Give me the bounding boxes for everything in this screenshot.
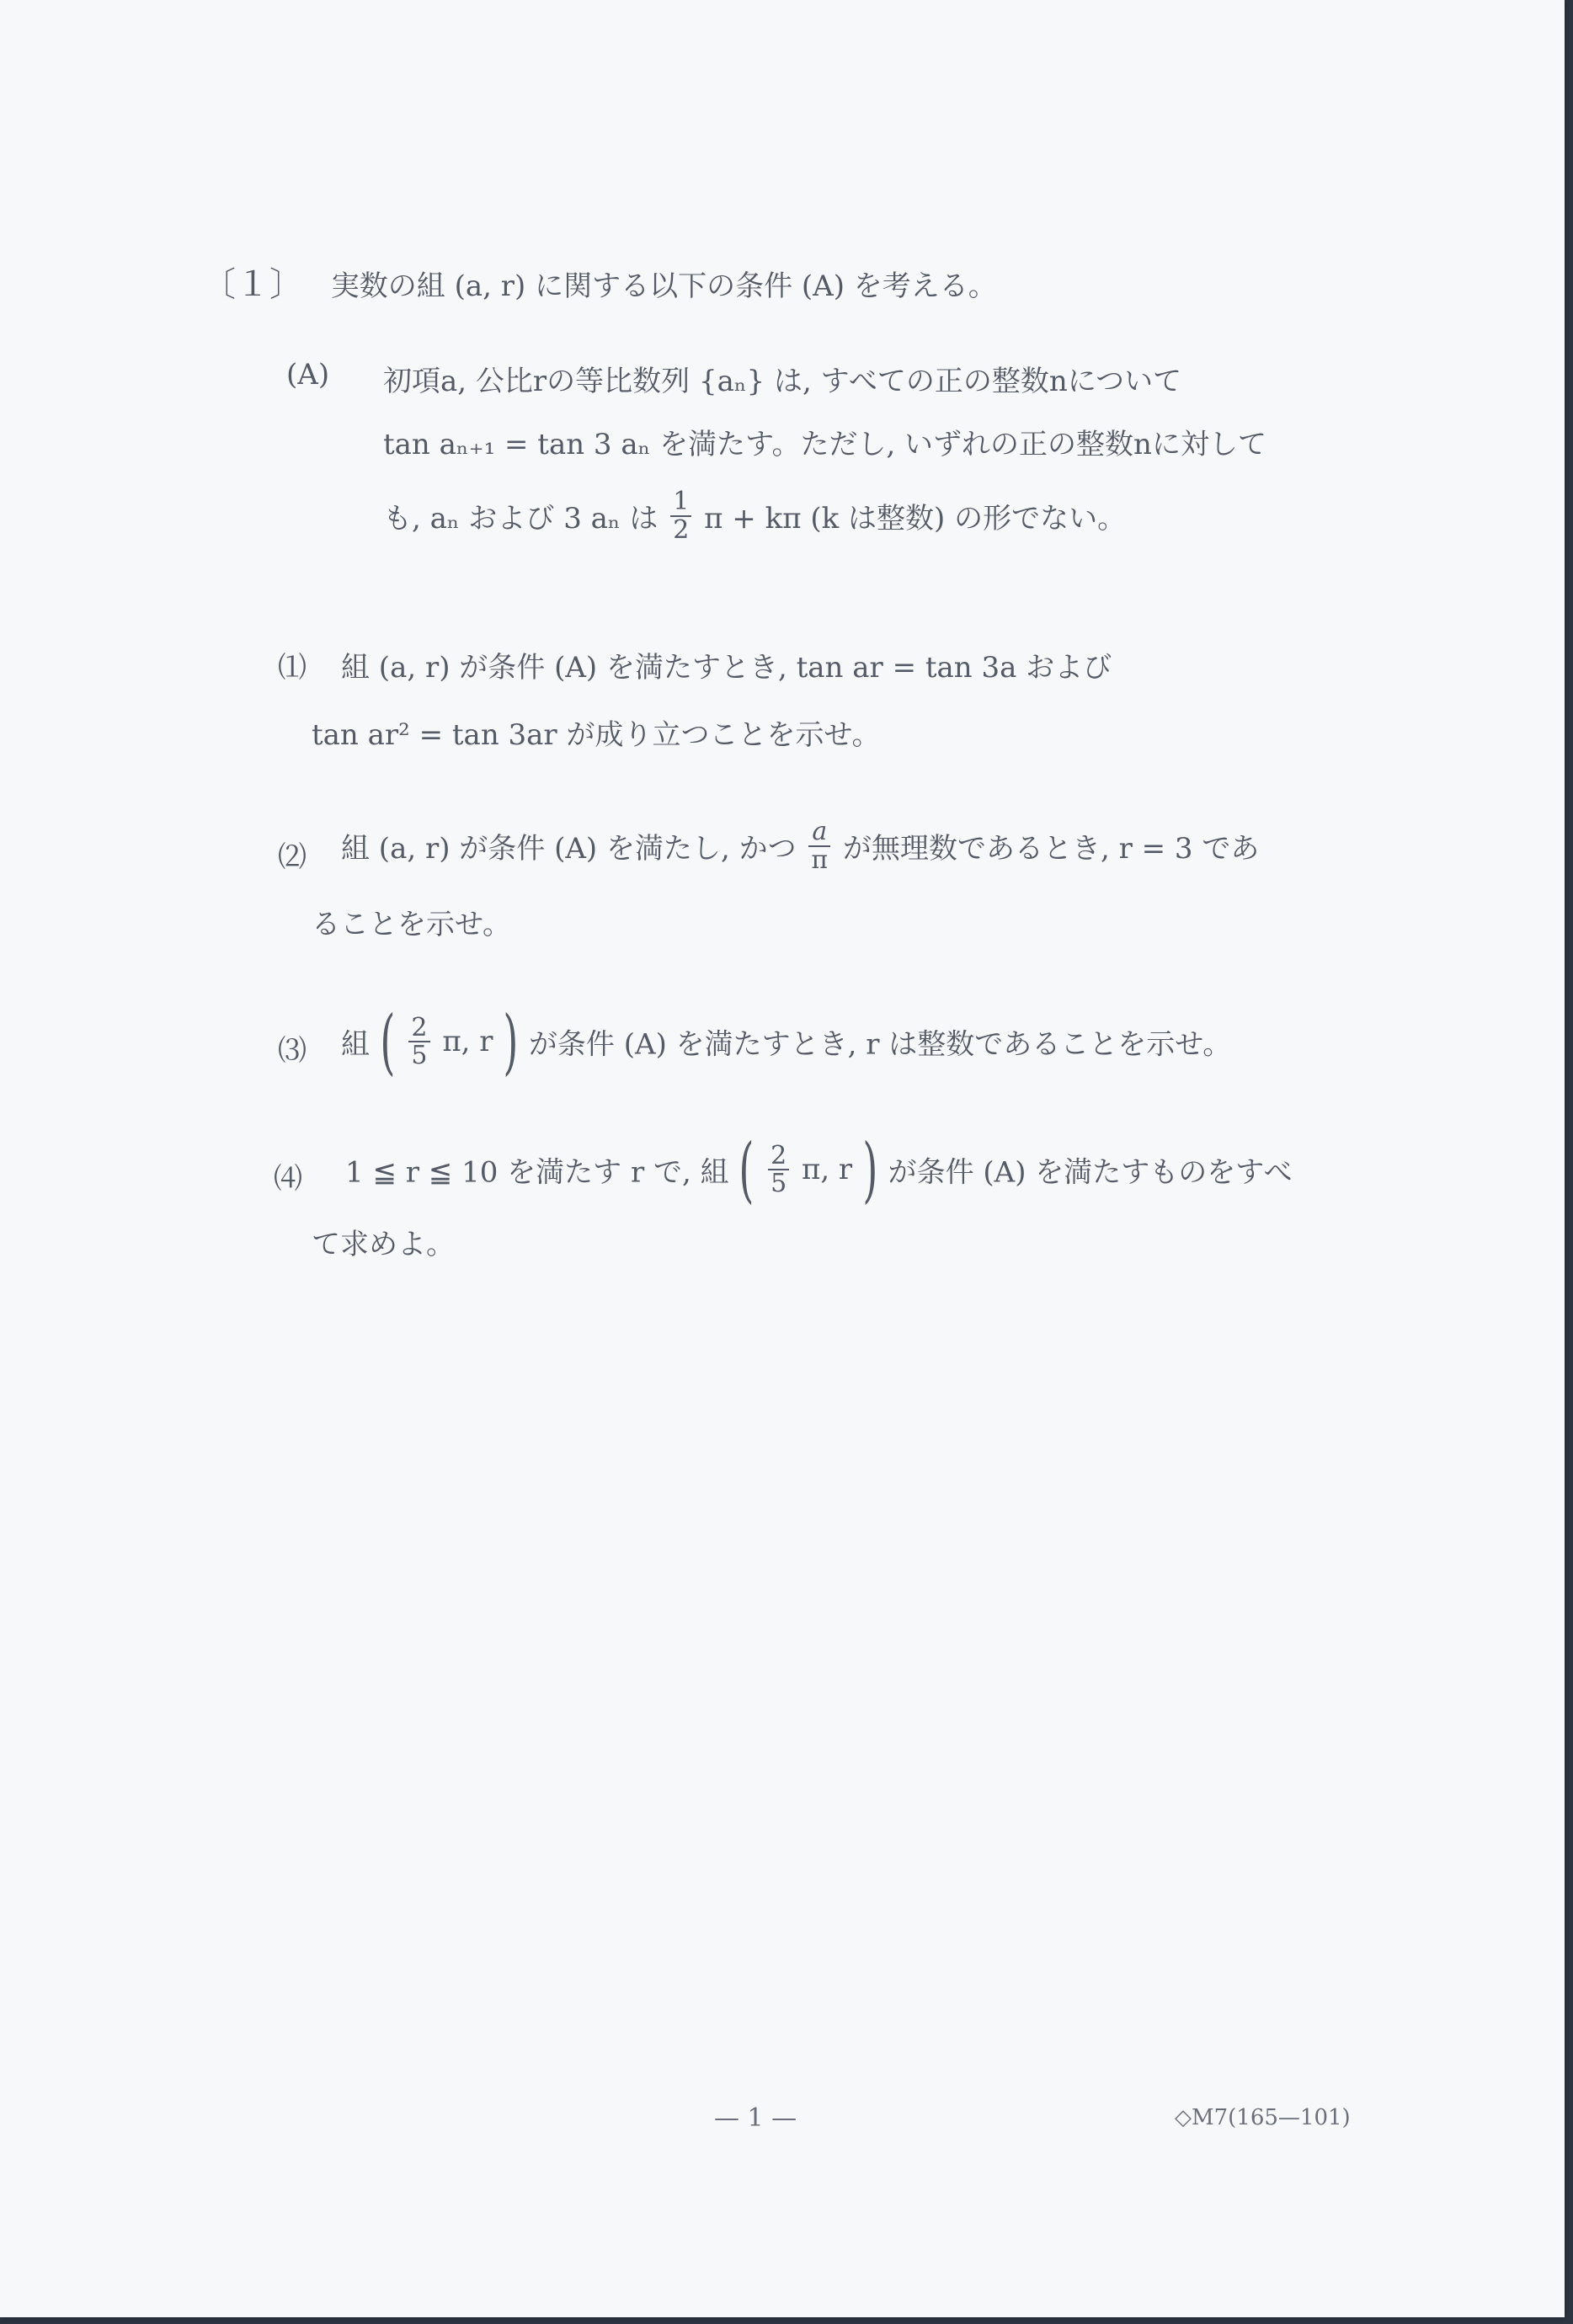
q1-label: ⑴ — [278, 651, 307, 685]
q2-line2: ることを示せ。 — [312, 908, 511, 941]
right-paren: ) — [862, 1128, 878, 1211]
condition-a-fraction — [670, 488, 691, 543]
right-paren: ) — [503, 1000, 519, 1083]
q3-pre: 組 — [341, 1027, 370, 1062]
exam-code: ◇M7(165—101) — [1175, 2105, 1351, 2130]
q1-line1: 組 (a, r) が条件 (A) を満たすとき, tan ar = tan 3a および — [341, 651, 1112, 685]
problem-header — [202, 258, 997, 306]
fraction-denominator: 5 — [411, 1041, 428, 1070]
q4-fraction — [768, 1140, 789, 1198]
fraction-denominator: 5 — [771, 1169, 787, 1198]
fraction-numerator: 2 — [768, 1143, 789, 1171]
problem-intro: 実数の組 (a, r) に関する以下の条件 (A) を考える。 — [330, 269, 997, 303]
condition-a-line3 — [383, 488, 1126, 543]
fraction-numerator: a — [808, 818, 830, 847]
q4-line2: て求めよ。 — [312, 1228, 455, 1261]
q3-line — [341, 1000, 1232, 1083]
q4-post: が条件 (A) を満たすものをすべ — [888, 1155, 1293, 1190]
condition-a-label: (A) — [286, 358, 330, 392]
condition-a-line2: tan aₙ₊₁ = tan 3 aₙ を満たす。ただし, いずれの正の整数nに対して — [383, 428, 1266, 461]
condition-a-line3-pre: も, aₙ および 3 aₙ は — [383, 502, 659, 536]
q2-line1-pre: 組 (a, r) が条件 (A) を満たし, かつ — [341, 832, 797, 866]
q2-fraction — [808, 818, 830, 873]
fraction-denominator: 2 — [673, 514, 690, 545]
q4-pre: 1 ≦ r ≦ 10 を満たす r で, 組 — [345, 1155, 729, 1190]
q3-fraction — [408, 1012, 429, 1070]
q2-line1 — [341, 818, 1259, 873]
condition-a-line3-post: π + kπ (k は整数) の形でない。 — [704, 502, 1127, 536]
q3-post: が条件 (A) を満たすとき, r は整数であることを示せ。 — [528, 1027, 1232, 1062]
condition-a-line1: 初項a, 公比rの等比数列 {aₙ} は, すべての正の整数nについて — [383, 365, 1182, 398]
q3-label: ⑶ — [278, 1034, 307, 1068]
q2-label: ⑵ — [278, 840, 307, 874]
page-number: — 1 — — [714, 2103, 797, 2133]
problem-number: 〔１〕 — [202, 265, 303, 304]
left-paren: ( — [380, 1000, 396, 1083]
fraction-numerator: 1 — [670, 488, 691, 517]
q4-label: ⑷ — [274, 1162, 302, 1196]
q4-line1 — [345, 1128, 1293, 1211]
q3-inner: π, r — [442, 1025, 493, 1058]
q2-line1-post: が無理数であるとき, r = 3 であ — [842, 832, 1260, 866]
left-paren: ( — [739, 1128, 755, 1211]
fraction-denominator: π — [811, 845, 829, 875]
q1-line2: tan ar² = tan 3ar が成り立つことを示せ。 — [312, 718, 881, 752]
q4-inner: π, r — [801, 1153, 853, 1186]
fraction-numerator: 2 — [408, 1015, 429, 1043]
